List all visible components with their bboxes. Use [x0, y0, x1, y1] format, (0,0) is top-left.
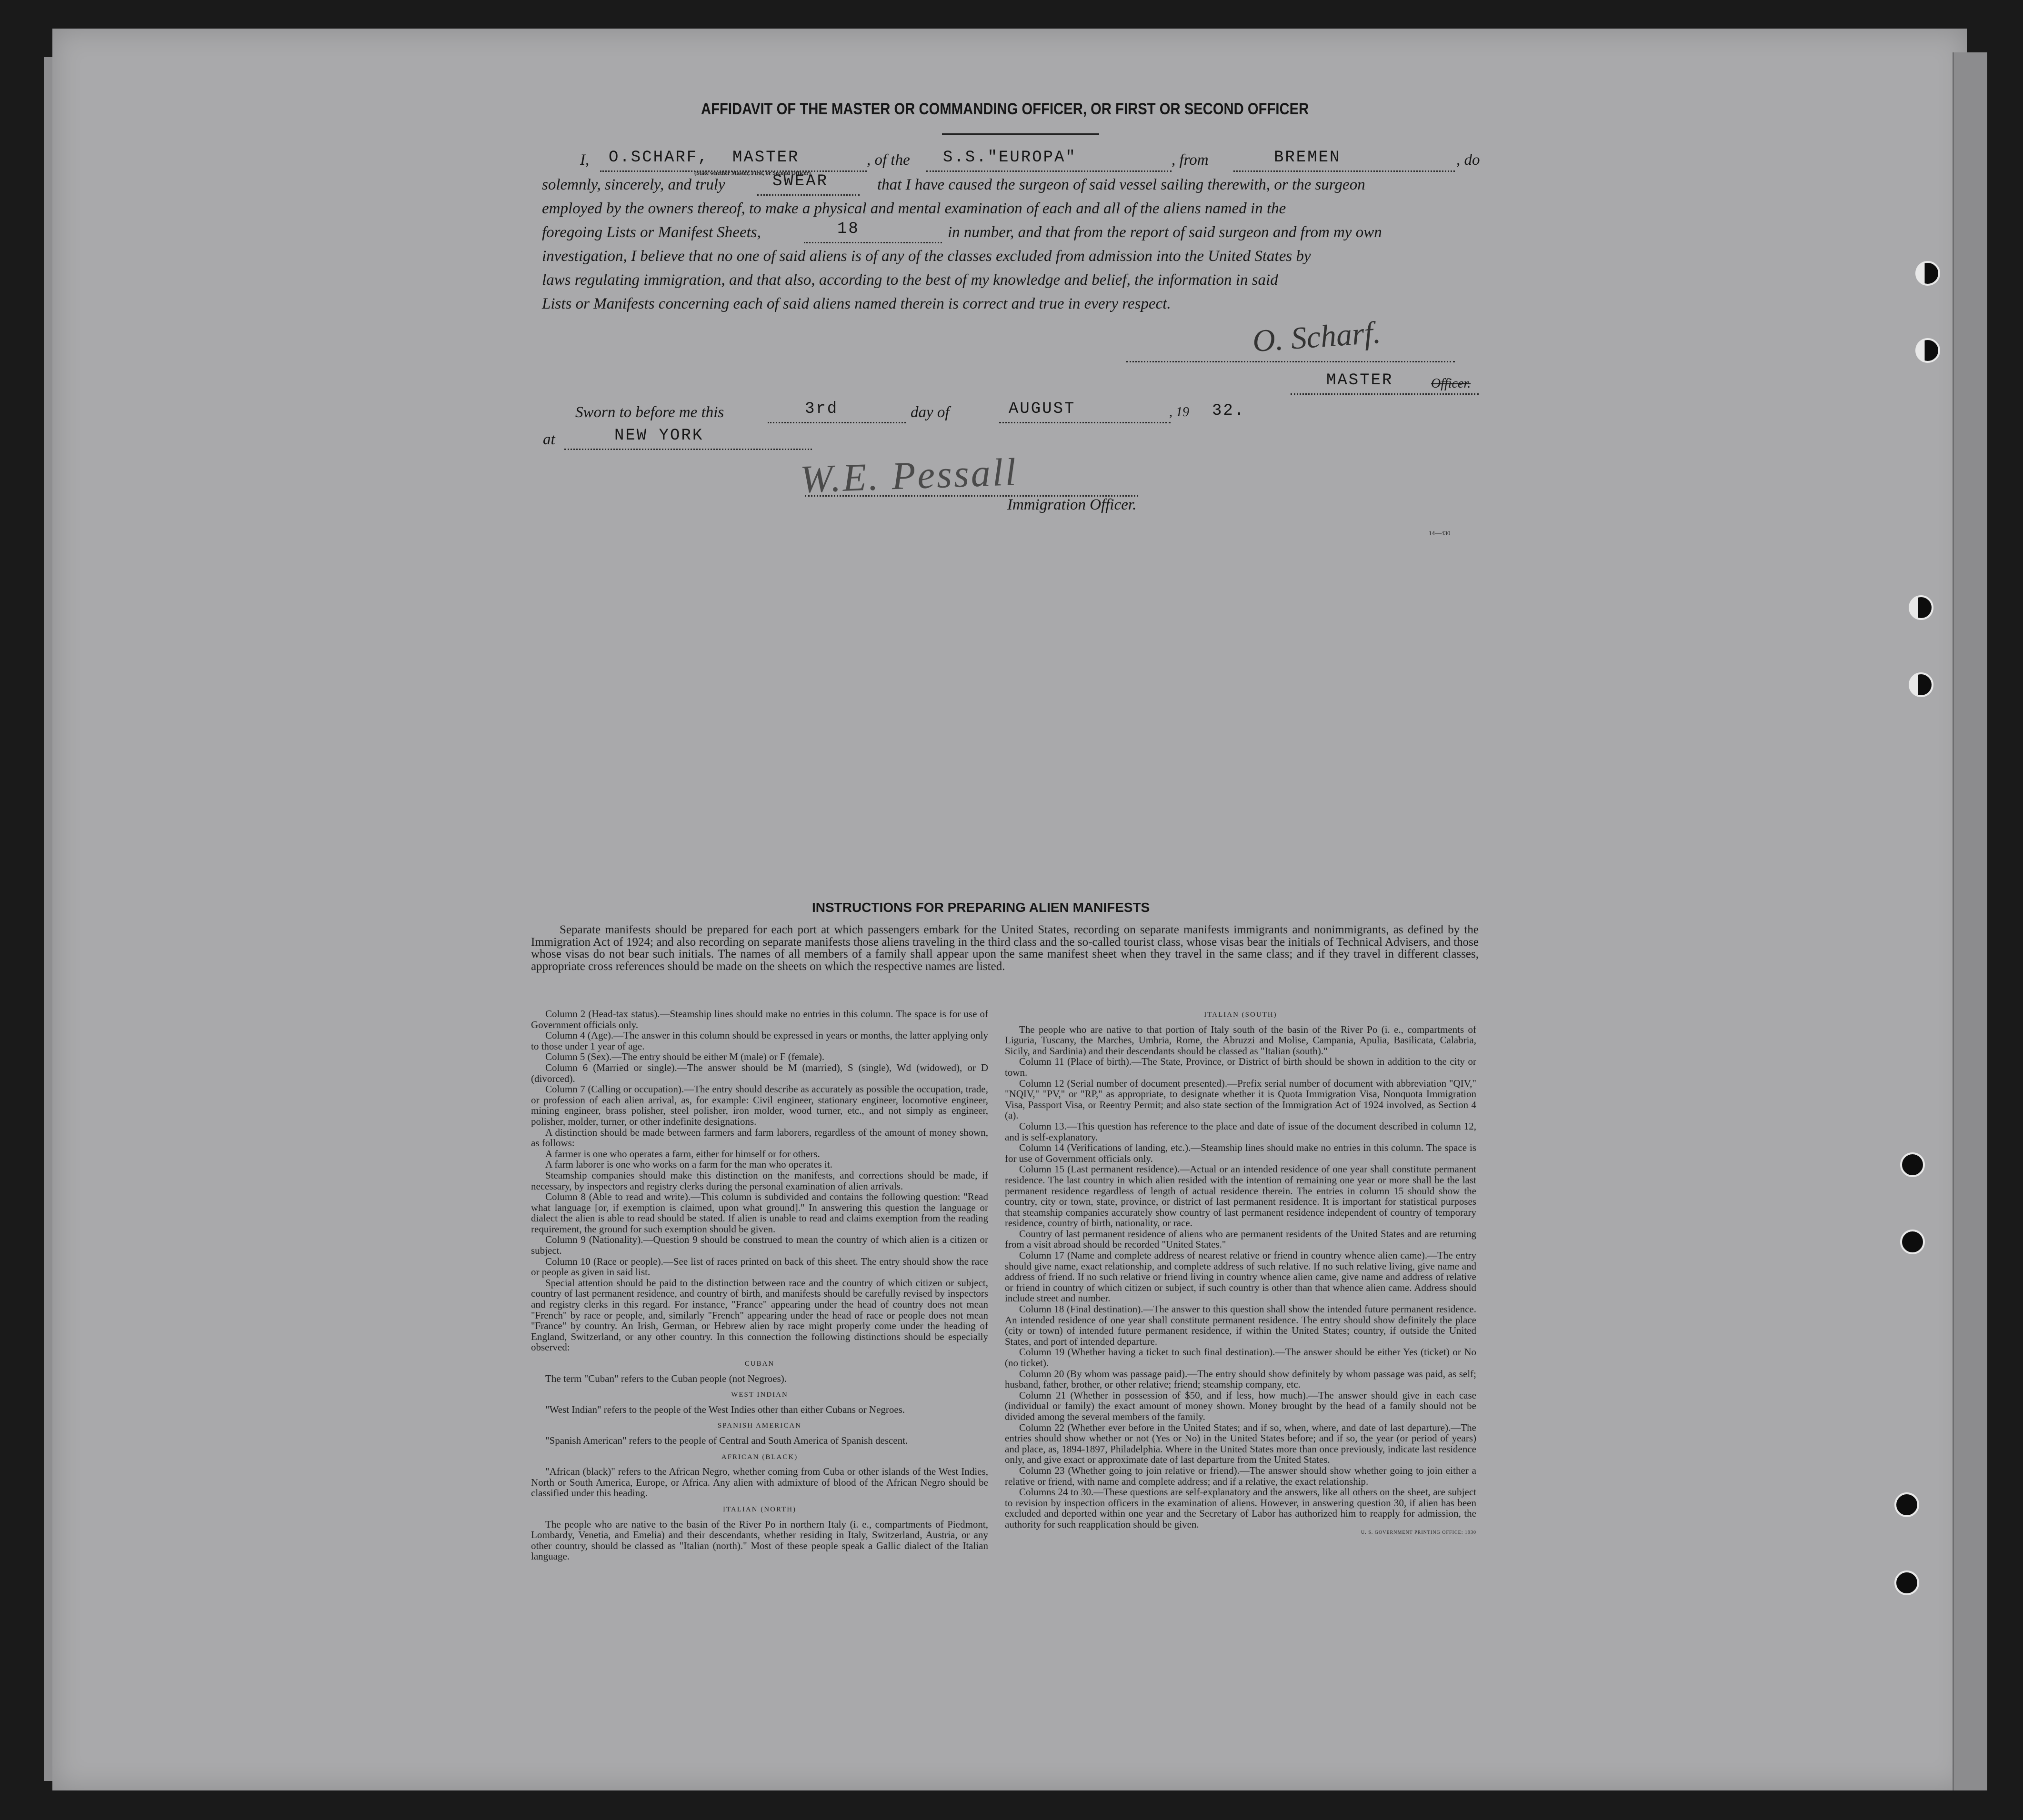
form-number: 14—430	[1429, 530, 1451, 537]
binder-hole-icon	[1900, 1152, 1925, 1177]
instruction-paragraph: Columns 24 to 30.—These questions are self-explanatory and the answers, like all others on the sheet, are subject to revision by inspection officers in the examination of aliens. However, in answering question 30, if alien has been excluded and deported within one year and the Secretary of Labor has authorized him to reapply for admission, the authority for such reapplication should be given.	[1005, 1486, 1476, 1530]
instruction-paragraph: A distinction should be made between farmers and farm laborers, regardless of the amount of money shown, as follows:	[531, 1126, 988, 1149]
affidavit-line-3: employed by the owners thereof, to make a physical and mental examination of each and all of the aliens named in the	[542, 200, 1286, 217]
affidavit-pronoun: I,	[580, 151, 590, 169]
instruction-paragraph: Column 17 (Name and complete address of nearest relative or friend in country whence alien came).—The entry should give name, exact relationship, and complete address of such relative. If no such relative living, give name and address of friend. If no such relative or friend living in country whence alien came, give name and address of relative or friend in country of which citizen or subject, if such country is other than that whence alien came. Address should include street and number.	[1005, 1250, 1476, 1304]
affidavit-line-6: laws regulating immigration, and that also, according to the best of my knowledge and belief, the information in said	[542, 271, 1278, 289]
section-heading-spanish-american: SPANISH AMERICAN	[717, 1422, 802, 1430]
oath-fill-line	[757, 194, 860, 196]
instructions-left-column	[531, 1009, 988, 1562]
signer-title: MASTER	[1326, 371, 1393, 390]
master-name: O.SCHARF,	[609, 149, 709, 167]
port-fill-line	[1233, 170, 1455, 172]
year-prefix: , 19	[1169, 405, 1189, 420]
binder-hole-icon	[1915, 261, 1940, 286]
at-label: at	[543, 431, 555, 448]
month-fill-line	[999, 422, 1171, 423]
instruction-paragraph: Column 6 (Married or single).—The answer should be M (married), S (single), Wd (widowed), or D (divorced).	[531, 1061, 988, 1084]
instruction-paragraph: Column 14 (Verifications of landing, etc.).—Steamship lines should make no entries in this column. The space is for use of Government officials only.	[1005, 1142, 1476, 1164]
year-suffix: 32.	[1212, 402, 1246, 420]
instruction-paragraph: Column 10 (Race or people).—See list of races printed on back of this sheet. The entry should show the race or people as given in said list.	[531, 1255, 988, 1278]
instruction-paragraph: Column 7 (Calling or occupation).—The entry should describe as accurately as possible the occupation, trade, or profession of each alien arrival, as, for example: Civil engineer, stationary engineer, locomotive engineer, mining engineer, brass polisher, steel polisher, iron molder, wood turner, etc., and not simply as engineer, polisher, molder, turner, or other indefinite designations.	[531, 1083, 988, 1127]
sheet-count: 18	[837, 220, 860, 238]
master-signature: O. Scharf.	[1251, 315, 1382, 359]
oath-word: SWEAR	[772, 172, 829, 190]
instruction-paragraph: Steamship companies should make this distinction on the manifests, and corrections should be made, if necessary, by inspectors and registry clerks during the personal examination of alien arrivals.	[531, 1169, 988, 1192]
instruction-paragraph: The people who are native to the basin of the River Po in northern Italy (i. e., compartments of Piedmont, Lombardy, Venetia, and Emelia) and their descendants, whether residing in Italy, Switzerland, Austria, or any other country, should be classed as "Italian (north)." Most of these people speak a Gallic dialect of the Italian language.	[531, 1518, 988, 1562]
sheets-fill-line	[804, 242, 942, 243]
instruction-paragraph: Column 18 (Final destination).—The answer to this question shall show the intended future permanent residence. An intended residence of one year shall constitute permanent residence. The entry should show definitely the place (city or town) of intended future permanent residence, if within the United States; country, if outside the United States, and port of intended departure.	[1005, 1303, 1476, 1347]
officer-signature: W.E. Pessall	[799, 450, 1019, 501]
printer-imprint: U. S. GOVERNMENT PRINTING OFFICE: 1930	[1361, 1530, 1476, 1535]
binder-hole-icon	[1894, 1492, 1919, 1517]
immigration-officer-label: Immigration Officer.	[1007, 496, 1137, 513]
binder-hole-icon	[1900, 1230, 1925, 1254]
day-of-label: day of	[911, 404, 950, 421]
section-heading-african: AFRICAN (BLACK)	[721, 1453, 798, 1461]
sheets-suffix: in number, and that from the report of said surgeon and from my own	[948, 224, 1382, 241]
sheets-prefix: foregoing Lists or Manifest Sheets,	[542, 224, 761, 241]
instruction-paragraph: Column 19 (Whether having a ticket to such final destination).—The answer should be either Yes (ticket) or No (no ticket).	[1005, 1346, 1476, 1369]
instruction-paragraph: Column 5 (Sex).—The entry should be either M (male) or F (female).	[545, 1051, 825, 1063]
instruction-paragraph: A farm laborer is one who works on a farm for the man who operates it.	[545, 1159, 832, 1170]
vessel-fill-line	[926, 170, 1172, 172]
affidavit-title: AFFIDAVIT OF THE MASTER OR COMMANDING OFFICER, OR FIRST OR SECOND OFFICER	[701, 100, 1309, 118]
binder-hole-icon	[1909, 672, 1933, 697]
place-fill-line	[564, 449, 812, 450]
instruction-paragraph: Column 21 (Whether in possession of $50, and if less, how much).—The answer should give in each case (individual or family) the exact amount of money shown. Money brought by the head of a family should not be divided among the several members of the family.	[1005, 1389, 1476, 1422]
binding-edge-right	[1953, 52, 1987, 1790]
instructions-right-column	[1005, 1009, 1476, 1536]
instruction-paragraph: Column 23 (Whether going to join relative or friend).—The answer should show whether going to join either a relative or friend, with name and complete address; and if a relative, the exact relationship.	[1005, 1464, 1476, 1487]
oath-prefix: solemnly, sincerely, and truly	[542, 176, 725, 193]
instruction-paragraph: Column 9 (Nationality).—Question 9 should be construed to mean the country of which alien is a citizen or subject.	[531, 1234, 988, 1257]
vessel-name: S.S."EUROPA"	[943, 149, 1077, 167]
section-heading-west-indian: WEST INDIAN	[731, 1391, 788, 1399]
section-heading-italian-north: ITALIAN (NORTH)	[722, 1505, 797, 1513]
sworn-month: AUGUST	[1009, 400, 1076, 418]
title-rule	[942, 133, 1099, 135]
instruction-paragraph: Column 4 (Age).—The answer in this column should be expressed in years or months, the latter applying only to those under 1 year of age.	[531, 1030, 988, 1052]
instructions-intro	[531, 924, 1479, 972]
instruction-paragraph: "Spanish American" refers to the people of Central and South America of Spanish descent.	[545, 1434, 908, 1446]
instruction-paragraph: Column 15 (Last permanent residence).—Actual or an intended residence of one year shall constitute permanent residence. The last country in which alien resided with the intention of remaining one year or more shall be the last permanent residence regardless of length of actual residence therein. The entries in column 15 should show the country, city or town, state, province, or district of last permanent residence. It is important for statistical purposes that steamship companies accurately show country of last permanent residence independent of country of temporary residence, country of birth, nationality, or race.	[1005, 1163, 1476, 1229]
instruction-paragraph: Column 2 (Head-tax status).—Steamship lines should make no entries in this column. The space is for use of Government officials only.	[531, 1008, 988, 1030]
port-name: BREMEN	[1274, 149, 1341, 167]
rank-hint: (State whether Master, First, or Second Officer)	[694, 170, 811, 176]
instruction-paragraph: "West Indian" refers to the people of the West Indies other than either Cubans or Negroes.	[545, 1403, 905, 1415]
instruction-paragraph: Column 22 (Whether ever before in the United States; and if so, when, where, and date of last departure).—The entries should show whether or not (Yes or No) in the United States before; and if so, the year (or period of years) and place, as, 1894-1897, Philadelphia. Where in the United States more than once previously, indicate last residence only, and give exact or approximate date of last departure from the United States.	[1005, 1421, 1476, 1466]
day-fill-line	[768, 422, 906, 423]
oath-suffix: that I have caused the surgeon of said vessel sailing therewith, or the surgeon	[877, 176, 1365, 193]
master-signature-line	[1126, 361, 1455, 362]
instruction-paragraph: The term "Cuban" refers to the Cuban people (not Negroes).	[545, 1372, 787, 1384]
master-rank: MASTER	[732, 149, 800, 167]
officer-label: Officer.	[1431, 376, 1471, 391]
instruction-paragraph: "African (black)" refers to the African Negro, whether coming from Cuba or other islands of the West Indies, North or South America, Europe, or Africa. Any alien with admixture of blood of the African Negro should be classified under this heading.	[531, 1466, 988, 1499]
instruction-paragraph: Column 20 (By whom was passage paid).—The entry should show definitely by whom passage was paid, as self; husband, father, brother, or other relative; friend; steamship company, etc.	[1005, 1368, 1476, 1390]
instruction-paragraph: Column 12 (Serial number of document presented).—Prefix serial number of document with abbreviation "QIV," "NQIV," "PV," or "RP," as appropriate, to designate whether it is Quota Immigration Visa, Nonquota Immigration Visa, Passport Visa, or Reentry Permit; and also state section of the Immigration Act of 1924 involved, as Section 4 (a).	[1005, 1077, 1476, 1121]
instructions-title: INSTRUCTIONS FOR PREPARING ALIEN MANIFESTS	[812, 900, 1150, 915]
instruction-paragraph: The people who are native to that portion of Italy south of the basin of the River Po (i. e., compartments of Liguria, Tuscany, the Marches, Umbria, Rome, the Abruzzi and Molise, Campania, Apulia, Basilicata, Calabria, Sicily, and Sardinia) and their descendants should be classed as "Italian (south)."	[1005, 1023, 1476, 1057]
affidavit-line-7: Lists or Manifests concerning each of said aliens named therein is correct and true in every respect.	[542, 295, 1171, 312]
instruction-paragraph: Special attention should be paid to the distinction between race and the country of which citizen or subject, country of last permanent residence, and country of birth, and manifests should be carefully revised by inspectors and registry clerks in this regard. For instance, "France" appearing under the head of country does not mean "French" by race or people, and, similarly "French" appearing under the head of race or people does not mean "France" by country. An Irish, German, or Hebrew alien by race might properly come under the heading of England, Switzerland, or any other country. In this connection the following distinctions should be especially observed:	[531, 1277, 988, 1353]
do-label: , do	[1456, 151, 1480, 169]
instruction-paragraph: A farmer is one who operates a farm, either for himself or for others.	[545, 1148, 820, 1160]
binder-hole-icon	[1909, 595, 1933, 620]
instruction-paragraph: Column 13.—This question has reference to the place and date of issue of the document described in column 12, and is self-explanatory.	[1005, 1120, 1476, 1143]
binder-hole-icon	[1915, 338, 1940, 363]
instruction-paragraph: Column 8 (Able to read and write).—This column is subdivided and contains the following question: "Read what language [or, if exemption is claimed, upon what ground]." In answering this question the language or dialect the alien is able to read should be stated. If alien is unable to read and claims exemption from the reading requirement, the ground for such exemption should be given.	[531, 1191, 988, 1235]
binder-hole-icon	[1894, 1570, 1919, 1595]
of-the-label: , of the	[867, 151, 910, 169]
section-heading-italian-south: ITALIAN (SOUTH)	[1204, 1011, 1277, 1019]
sworn-day: 3rd	[805, 400, 839, 418]
affidavit-line-5: investigation, I believe that no one of said aliens is of any of the classes excluded from admission into the United States by	[542, 248, 1311, 265]
from-label: , from	[1172, 151, 1209, 169]
sworn-place: NEW YORK	[614, 427, 704, 445]
instruction-paragraph: Country of last permanent residence of aliens who are permanent residents of the United States and are returning from a visit abroad should be recorded "United States."	[1005, 1228, 1476, 1250]
section-heading-cuban: CUBAN	[744, 1360, 775, 1368]
instructions-intro-text: Separate manifests should be prepared for each port at which passengers embark for the United States, recording on separate manifests immigrants and nonimmigrants, as defined by the Immigration Act of 1924; and also recording on separate manifests those aliens traveling in the third class and the so-called tourist class, whose visas bear the initials of Technical Advisers, and those whose visas do not bear such initials. The names of all members of a family shall appear upon the same manifest sheet when they travel in the same class; and if they travel in different classes, appropriate cross references should be made on the sheets on which the respective names are listed.	[531, 923, 1479, 973]
sworn-label: Sworn to before me this	[575, 404, 724, 421]
title-fill-line	[1291, 393, 1479, 395]
instruction-paragraph: Column 11 (Place of birth).—The State, Province, or District of birth should be shown in addition to the city or town.	[1005, 1056, 1476, 1078]
